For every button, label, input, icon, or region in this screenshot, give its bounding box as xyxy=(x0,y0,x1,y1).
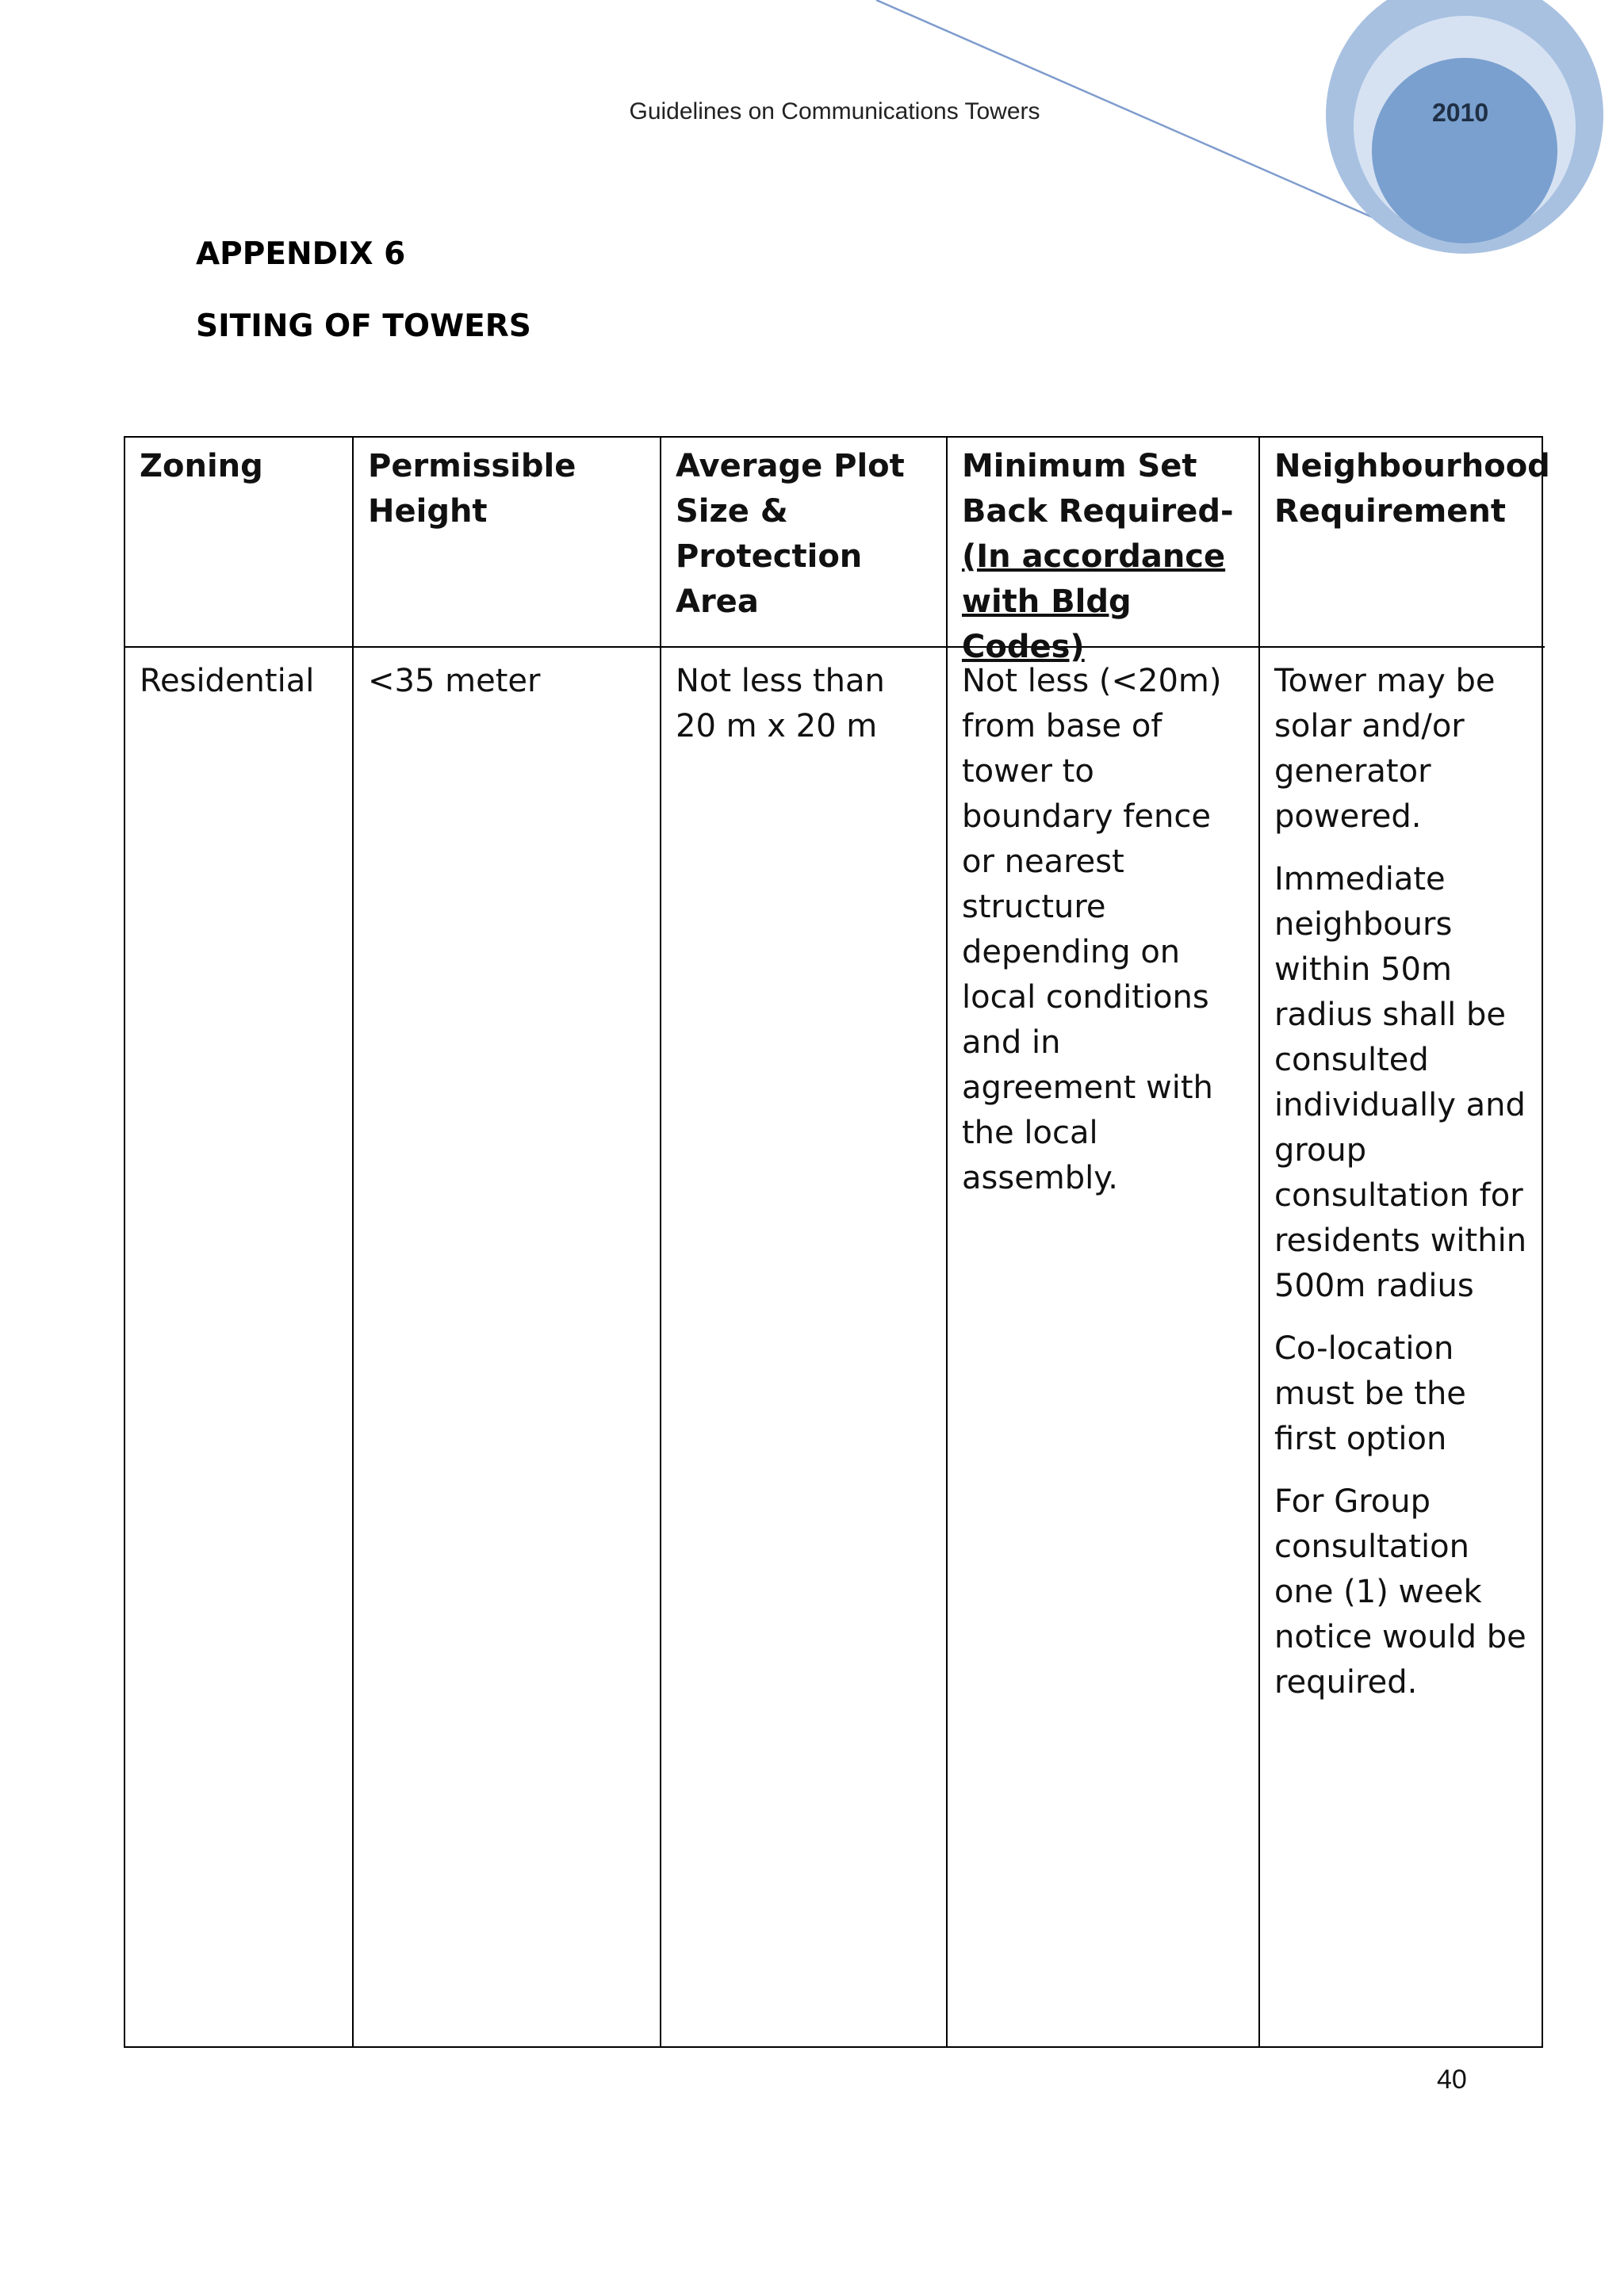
header-plot-size: Average Plot Size & Protection Area xyxy=(661,438,948,648)
cell-plot-size: Not less than 20 m x 20 m xyxy=(661,648,948,2046)
appendix-heading: APPENDIX 6 xyxy=(196,236,406,272)
siting-table xyxy=(124,436,1550,2048)
header-permissible-height: Permissible Height xyxy=(354,438,661,648)
header-year: 2010 xyxy=(1432,98,1489,127)
cell-setback: Not less (<20m) from base of tower to boundary fence or nearest structure depending on local conditions and in agreement with the local assembly. xyxy=(948,648,1260,2046)
header-setback xyxy=(948,438,1260,665)
header-neighbourhood: Neighbourhood Requirement xyxy=(1260,438,1545,648)
cell-zoning: Residential xyxy=(125,648,354,2046)
cell-height: <35 meter xyxy=(354,648,661,2046)
neighbourhood-para: Tower may be solar and/or generator powered. xyxy=(1274,663,1496,835)
section-heading: SITING OF TOWERS xyxy=(196,308,531,344)
page-number: 40 xyxy=(1437,2064,1467,2095)
header-setback-note: (In accordance with Bldg Codes) xyxy=(962,538,1226,665)
neighbourhood-para: Immediate neighbours within 50m radius shall be consulted individually and group consultation for residents within 500m radius xyxy=(1274,861,1527,1304)
header-circle-inner xyxy=(1372,58,1557,243)
header-title: Guidelines on Communications Towers xyxy=(629,98,1040,124)
cell-neighbourhood xyxy=(1260,648,1545,2046)
header-setback-main: Minimum Set Back Required- xyxy=(962,448,1234,530)
neighbourhood-para: Co-location must be the first option xyxy=(1274,1330,1466,1457)
neighbourhood-para: For Group consultation one (1) week notice would be required. xyxy=(1274,1483,1526,1701)
header-zoning: Zoning xyxy=(125,438,354,648)
